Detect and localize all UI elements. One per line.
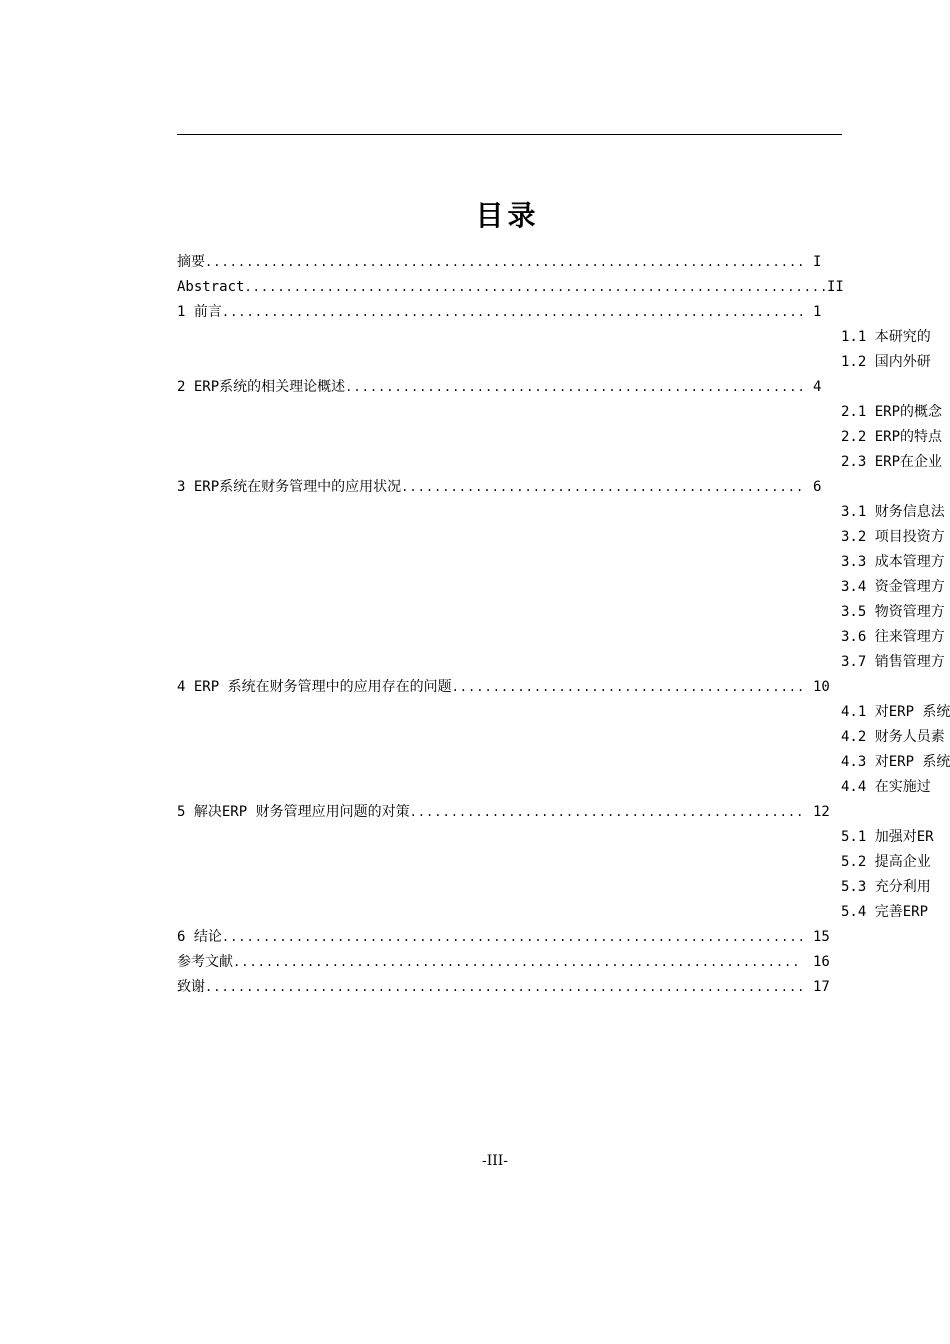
toc-subentry[interactable] — [841, 875, 950, 900]
dot-leader — [244, 275, 827, 300]
dot-leader — [222, 300, 803, 325]
toc-entry[interactable] — [177, 275, 847, 300]
toc-entry-page-number: 15 — [813, 929, 830, 945]
toc-subentry[interactable] — [841, 350, 950, 375]
toc-entry-page-number: 17 — [813, 979, 830, 995]
toc-entry[interactable] — [177, 475, 847, 500]
toc-subentry[interactable] — [841, 850, 950, 875]
toc-subentry[interactable] — [841, 500, 950, 525]
toc-entry-page-number: 16 — [813, 954, 830, 970]
dot-leader — [452, 675, 803, 700]
toc-subentry[interactable] — [841, 775, 950, 800]
dot-leader — [401, 475, 803, 500]
toc-entry-label: 2 ERP系统的相关理论概述 — [177, 379, 346, 395]
toc-entry[interactable] — [177, 925, 847, 950]
toc-entry[interactable] — [177, 675, 847, 700]
toc-entry-label: Abstract — [177, 279, 245, 295]
toc-entry[interactable] — [177, 800, 847, 825]
toc-subentry-label: 4.3 对ERP 系统 — [841, 754, 950, 770]
toc-subentry-label: 5.4 完善ERP — [841, 904, 929, 920]
toc-subentry-label: 4.1 对ERP 系统 — [841, 704, 950, 720]
toc-subentry-label: 3.4 资金管理方 — [841, 579, 945, 595]
toc-entry-page-number: II — [827, 279, 844, 295]
toc-subentry-label: 3.2 项目投资方 — [841, 529, 945, 545]
toc-entry-page-number: 1 — [813, 304, 822, 320]
dot-leader — [205, 975, 803, 1000]
toc-subentry-label: 3.3 成本管理方 — [841, 554, 945, 570]
toc-subentry[interactable] — [841, 525, 950, 550]
toc-subentry-label: 3.5 物资管理方 — [841, 604, 945, 620]
toc-subentry[interactable] — [841, 825, 950, 850]
toc-subentry[interactable] — [841, 650, 950, 675]
toc-entry-page-number: 6 — [813, 479, 822, 495]
toc-entry-page-number: 10 — [813, 679, 830, 695]
toc-subentry-label: 5.2 提高企业 — [841, 854, 931, 870]
toc-subentry-label: 2.2 ERP的特点 — [841, 429, 943, 445]
toc-subentry[interactable] — [841, 450, 950, 475]
toc-entry-page-number: I — [813, 254, 822, 270]
toc-subentry[interactable] — [841, 725, 950, 750]
toc-subentry-label: 2.3 ERP在企业 — [841, 454, 943, 470]
toc-entry-label: 参考文献 — [177, 954, 233, 970]
page-title: 目录 — [475, 199, 540, 232]
toc-subentry-label: 2.1 ERP的概念 — [841, 404, 943, 420]
toc-entry-label: 摘要 — [177, 254, 205, 270]
toc-subentry[interactable] — [841, 900, 950, 925]
toc-entry-label: 4 ERP 系统在财务管理中的应用存在的问题 — [177, 679, 452, 695]
toc-subentry[interactable] — [841, 600, 950, 625]
toc-entry-label: 致谢 — [177, 979, 205, 995]
toc-subentry[interactable] — [841, 400, 950, 425]
toc-entry-label: 5 解决ERP 财务管理应用问题的对策 — [177, 804, 410, 820]
toc-subentry[interactable] — [841, 700, 950, 725]
toc-subentry[interactable] — [841, 625, 950, 650]
dot-leader — [222, 925, 803, 950]
toc-subentry-label: 3.7 销售管理方 — [841, 654, 945, 670]
toc-entry[interactable] — [177, 375, 847, 400]
toc-subentry-label: 5.1 加强对ER — [841, 829, 934, 845]
toc-entry-label: 3 ERP系统在财务管理中的应用状况 — [177, 479, 402, 495]
toc-entry[interactable] — [177, 300, 847, 325]
toc-entry[interactable] — [177, 950, 847, 975]
dot-leader — [233, 950, 803, 975]
toc-subentry-label: 4.2 财务人员素 — [841, 729, 945, 745]
toc-subentry[interactable] — [841, 325, 950, 350]
toc-subentry-label: 5.3 充分利用 — [841, 879, 931, 895]
toc-subentry[interactable] — [841, 575, 950, 600]
toc-subentry-label: 4.4 在实施过 — [841, 779, 931, 795]
dot-leader — [345, 375, 803, 400]
toc-entry-label: 1 前言 — [177, 304, 222, 320]
toc-subentry[interactable] — [841, 550, 950, 575]
dot-leader — [205, 250, 803, 275]
page-number-footer: -III- — [481, 1153, 509, 1169]
toc-subentry-label: 3.1 财务信息法 — [841, 504, 945, 520]
dot-leader — [410, 800, 803, 825]
toc-subentry[interactable] — [841, 425, 950, 450]
toc-entry-label: 6 结论 — [177, 929, 222, 945]
toc-subentry-label: 1.2 国内外研 — [841, 354, 931, 370]
toc-subentry-label: 3.6 往来管理方 — [841, 629, 945, 645]
toc-subentry-label: 1.1 本研究的 — [841, 329, 931, 345]
toc-entry[interactable] — [177, 975, 847, 1000]
toc-entry[interactable] — [177, 250, 847, 275]
header-rule — [177, 134, 842, 135]
toc-entry-page-number: 12 — [813, 804, 830, 820]
toc-subentry[interactable] — [841, 750, 950, 775]
toc-entry-page-number: 4 — [813, 379, 822, 395]
